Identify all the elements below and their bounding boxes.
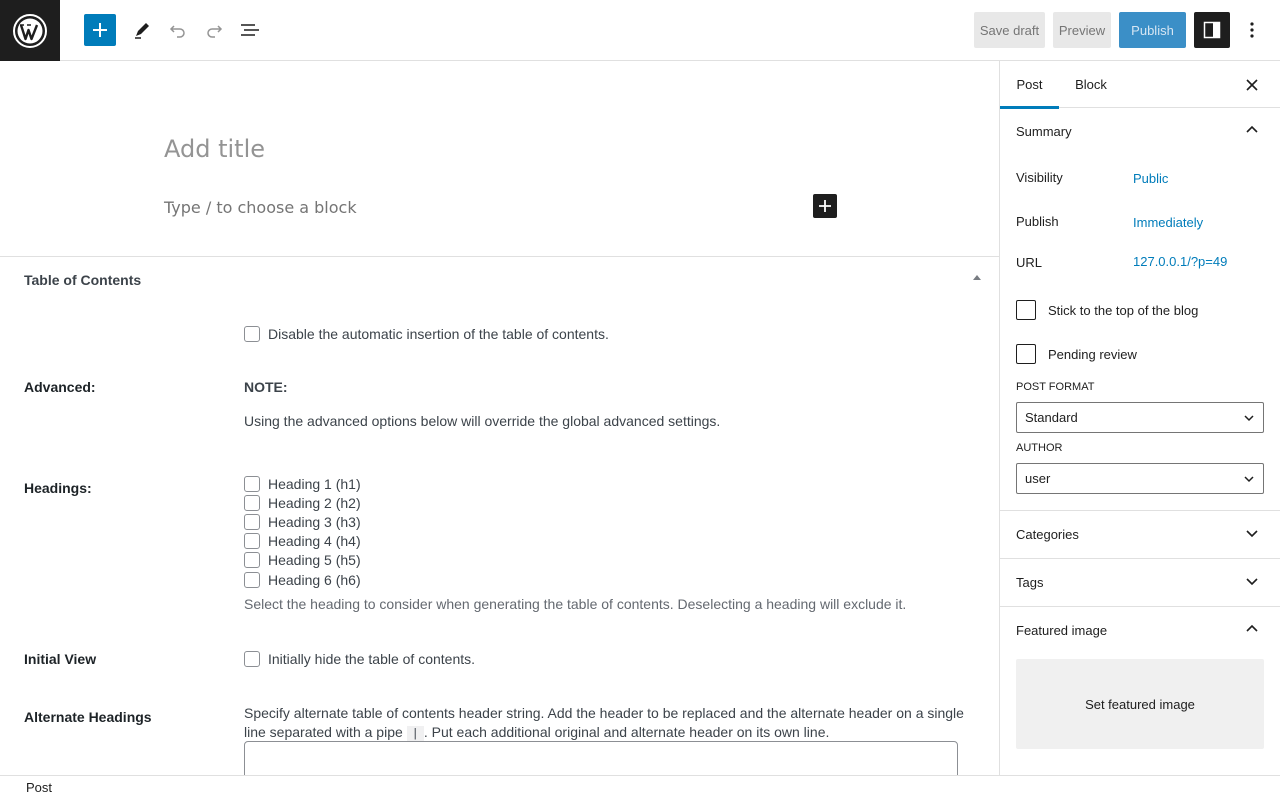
sidebar-icon xyxy=(1202,20,1222,40)
pending-review-option[interactable] xyxy=(1016,344,1137,364)
author-label: AUTHOR xyxy=(1016,442,1063,454)
visibility-value[interactable]: Public xyxy=(1133,171,1169,186)
disable-auto-insert-option[interactable] xyxy=(244,326,609,342)
heading-option-label: Heading 3 (h3) xyxy=(268,514,361,530)
breadcrumb[interactable]: Post xyxy=(26,780,53,795)
disable-auto-insert-checkbox[interactable] xyxy=(244,326,260,342)
heading-checkbox[interactable] xyxy=(244,533,260,549)
tab-block[interactable]: Block xyxy=(1075,77,1107,92)
featured-image-title: Featured image xyxy=(1016,623,1108,638)
stick-to-top-option[interactable] xyxy=(1016,300,1198,320)
block-placeholder[interactable]: Type / to choose a block xyxy=(164,198,357,217)
post-format-label: POST FORMAT xyxy=(1016,381,1095,393)
pending-review-label: Pending review xyxy=(1048,346,1137,362)
publish-date-value[interactable]: Immediately xyxy=(1133,215,1204,230)
url-label: URL xyxy=(1016,255,1043,270)
heading-checkbox[interactable] xyxy=(244,552,260,568)
chevron-down-icon xyxy=(1244,525,1260,541)
categories-panel-header[interactable] xyxy=(1000,511,1280,559)
heading-checkbox[interactable] xyxy=(244,514,260,530)
heading-option-h5[interactable] xyxy=(244,552,361,568)
sidebar-tabs xyxy=(1000,61,1280,108)
heading-option-label: Heading 4 (h4) xyxy=(268,533,361,549)
publish-button[interactable]: Publish xyxy=(1119,12,1186,48)
tab-post[interactable]: Post xyxy=(1000,61,1059,108)
url-value[interactable]: 127.0.0.1/?p=49 xyxy=(1133,254,1228,269)
tags-panel-header[interactable] xyxy=(1000,559,1280,607)
heading-option-label: Heading 5 (h5) xyxy=(268,552,361,568)
alternate-headings-label: Alternate Headings xyxy=(24,709,152,725)
chevron-up-icon xyxy=(1244,122,1260,138)
post-format-value: Standard xyxy=(1025,410,1078,425)
pending-review-checkbox[interactable] xyxy=(1016,344,1036,364)
alternate-headings-desc-part: . Put each additional original and alternate header on its own line. xyxy=(423,724,830,740)
author-value: user xyxy=(1025,471,1051,486)
chevron-down-icon xyxy=(1243,473,1255,485)
advanced-label: Advanced: xyxy=(24,379,96,395)
alternate-headings-desc-line1: Specify alternate table of contents header string. Add the header to be replaced and the alternate header on a single xyxy=(244,705,964,721)
block-inserter-button[interactable] xyxy=(84,14,116,46)
save-draft-button[interactable]: Save draft xyxy=(974,12,1045,48)
stick-to-top-label: Stick to the top of the blog xyxy=(1048,302,1199,318)
heading-option-h4[interactable] xyxy=(244,533,361,549)
preview-button[interactable]: Preview xyxy=(1053,12,1111,48)
editor-canvas xyxy=(0,61,999,775)
tools-pencil-icon[interactable] xyxy=(126,14,158,46)
chevron-down-icon xyxy=(1243,412,1255,424)
initial-view-label: Initial View xyxy=(24,651,97,667)
heading-option-label: Heading 6 (h6) xyxy=(268,572,361,588)
wordpress-logo-icon[interactable] xyxy=(0,0,60,61)
headings-description: Select the heading to consider when generating the table of contents. Deselecting a heading will exclude it. xyxy=(244,596,907,612)
heading-checkbox[interactable] xyxy=(244,495,260,511)
chevron-down-icon xyxy=(1244,573,1260,589)
summary-title: Summary xyxy=(1016,124,1072,139)
note-text: Using the advanced options below will override the global advanced settings. xyxy=(244,413,721,429)
alternate-headings-desc-line2 xyxy=(244,724,829,741)
set-featured-image-button[interactable]: Set featured image xyxy=(1016,659,1264,749)
initial-view-option[interactable] xyxy=(244,651,475,667)
tags-title: Tags xyxy=(1016,575,1044,590)
heading-checkbox[interactable] xyxy=(244,572,260,588)
alternate-headings-textarea[interactable] xyxy=(244,741,958,775)
heading-option-label: Heading 2 (h2) xyxy=(268,495,361,511)
inline-add-block-button[interactable] xyxy=(813,194,837,218)
summary-panel-header[interactable] xyxy=(1000,108,1280,156)
plus-icon xyxy=(818,199,832,213)
stick-to-top-checkbox[interactable] xyxy=(1016,300,1036,320)
close-icon[interactable] xyxy=(1240,73,1264,97)
document-overview-icon[interactable] xyxy=(234,14,266,46)
note-label: NOTE: xyxy=(244,379,288,395)
heading-option-h1[interactable] xyxy=(244,476,361,492)
heading-checkbox[interactable] xyxy=(244,476,260,492)
disable-auto-insert-label: Disable the automatic insertion of the table of contents. xyxy=(268,326,609,342)
pipe-code: | xyxy=(407,726,424,742)
categories-title: Categories xyxy=(1016,527,1079,542)
settings-sidebar-toggle[interactable] xyxy=(1194,12,1230,48)
publish-label: Publish xyxy=(1016,214,1059,229)
heading-option-h3[interactable] xyxy=(244,514,361,530)
editor-footer xyxy=(0,775,1280,800)
visibility-label: Visibility xyxy=(1016,170,1063,185)
more-options-icon[interactable] xyxy=(1238,14,1266,46)
undo-icon[interactable] xyxy=(162,14,194,46)
author-select[interactable] xyxy=(1016,463,1264,494)
chevron-up-icon xyxy=(1244,621,1260,637)
redo-icon[interactable] xyxy=(198,14,230,46)
initial-view-checkbox[interactable] xyxy=(244,651,260,667)
post-title-input[interactable]: Add title xyxy=(164,135,266,163)
post-format-select[interactable] xyxy=(1016,402,1264,433)
settings-sidebar xyxy=(999,61,1280,775)
metabox-collapse-icon[interactable] xyxy=(973,275,981,280)
toc-metabox xyxy=(0,256,999,775)
heading-option-label: Heading 1 (h1) xyxy=(268,476,361,492)
initial-view-option-label: Initially hide the table of contents. xyxy=(268,651,476,667)
editor-header xyxy=(0,0,1280,61)
alternate-headings-desc-part: line separated with a pipe xyxy=(244,724,403,740)
metabox-title[interactable]: Table of Contents xyxy=(24,272,142,288)
headings-label: Headings: xyxy=(24,480,92,496)
featured-image-panel-header[interactable] xyxy=(1000,607,1280,655)
heading-option-h2[interactable] xyxy=(244,495,361,511)
heading-option-h6[interactable] xyxy=(244,572,361,588)
